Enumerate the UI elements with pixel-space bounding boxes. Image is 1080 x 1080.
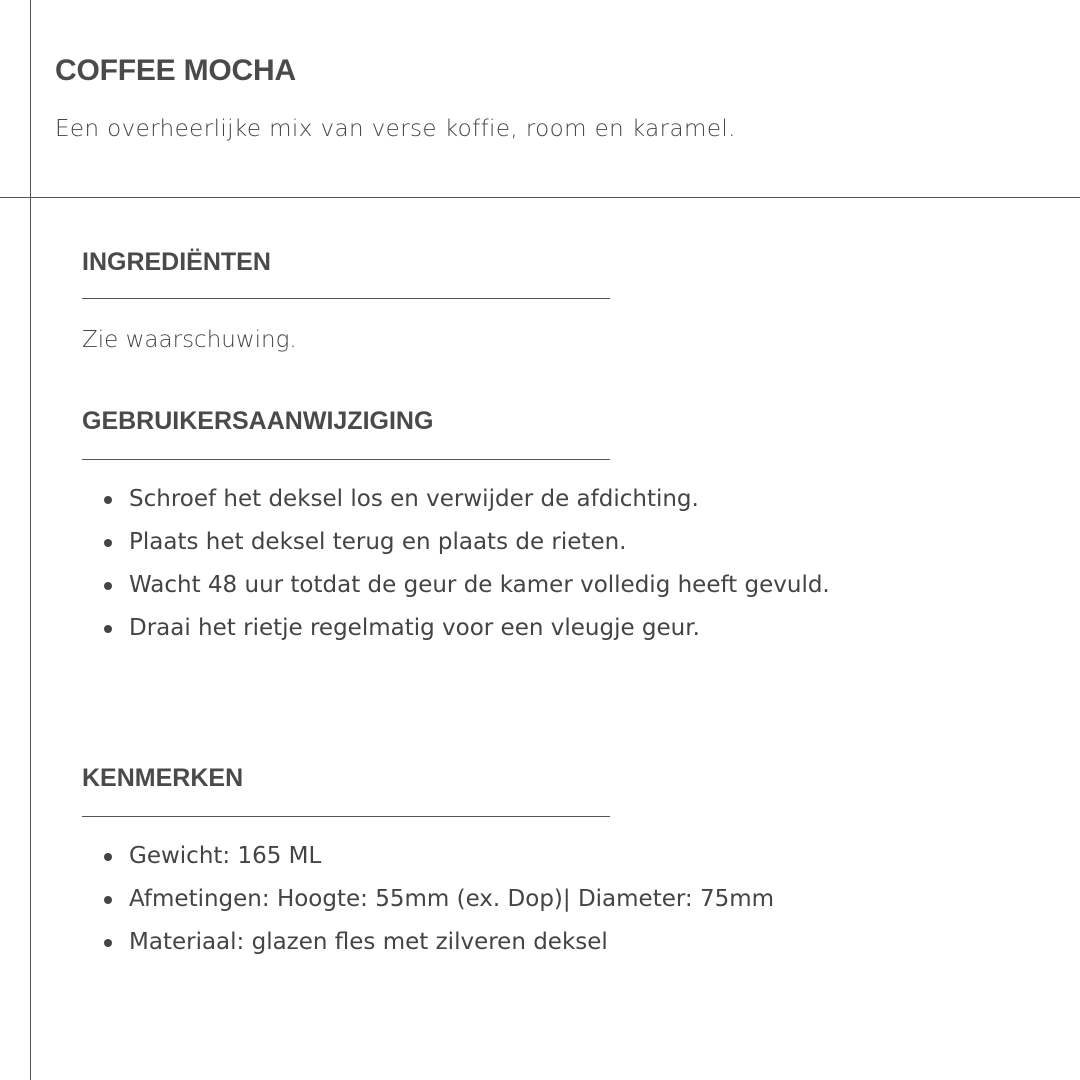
features-rule (82, 816, 610, 817)
list-item (82, 835, 982, 878)
bullet-dot (104, 896, 112, 904)
product-title: COFFEE MOCHA (55, 54, 296, 87)
ingredients-rule (82, 298, 610, 299)
bullet-dot (104, 539, 112, 547)
list-item (82, 478, 982, 521)
list-item-text: Draai het rietje regelmatig voor een vleugje geur. (129, 615, 700, 641)
usage-list (82, 478, 982, 650)
list-item (82, 921, 982, 964)
list-item-text: Gewicht: 165 ML (129, 843, 322, 869)
features-list (82, 835, 982, 964)
bullet-dot (104, 496, 112, 504)
list-item-text: Plaats het deksel terug en plaats de rieten. (129, 529, 627, 555)
usage-rule (82, 459, 610, 460)
ingredients-section (82, 246, 982, 355)
usage-section (82, 405, 982, 650)
header-divider (0, 197, 1080, 198)
ingredients-heading: INGREDIËNTEN (82, 248, 271, 276)
list-item-text: Schroef het deksel los en verwijder de afdichting. (129, 486, 699, 512)
list-item (82, 564, 982, 607)
ingredients-text: Zie waarschuwing. (82, 327, 297, 353)
list-item-text: Afmetingen: Hoogte: 55mm (ex. Dop)| Diameter: 75mm (129, 886, 775, 912)
list-item (82, 521, 982, 564)
list-item-text: Wacht 48 uur totdat de geur de kamer volledig heeft gevuld. (129, 572, 830, 598)
bullet-dot (104, 582, 112, 590)
bullet-dot (104, 939, 112, 947)
bullet-dot (104, 625, 112, 633)
usage-heading: GEBRUIKERSAANWIJZIGING (82, 407, 434, 435)
bullet-dot (104, 853, 112, 861)
list-item (82, 878, 982, 921)
features-heading: KENMERKEN (82, 764, 244, 792)
list-item-text: Materiaal: glazen fles met zilveren deksel (129, 929, 608, 955)
product-header (55, 52, 1055, 144)
list-item (82, 607, 982, 650)
product-description: Een overheerlijke mix van verse koffie, room en karamel. (55, 116, 736, 142)
features-section (82, 762, 982, 964)
vertical-divider (30, 0, 31, 1080)
